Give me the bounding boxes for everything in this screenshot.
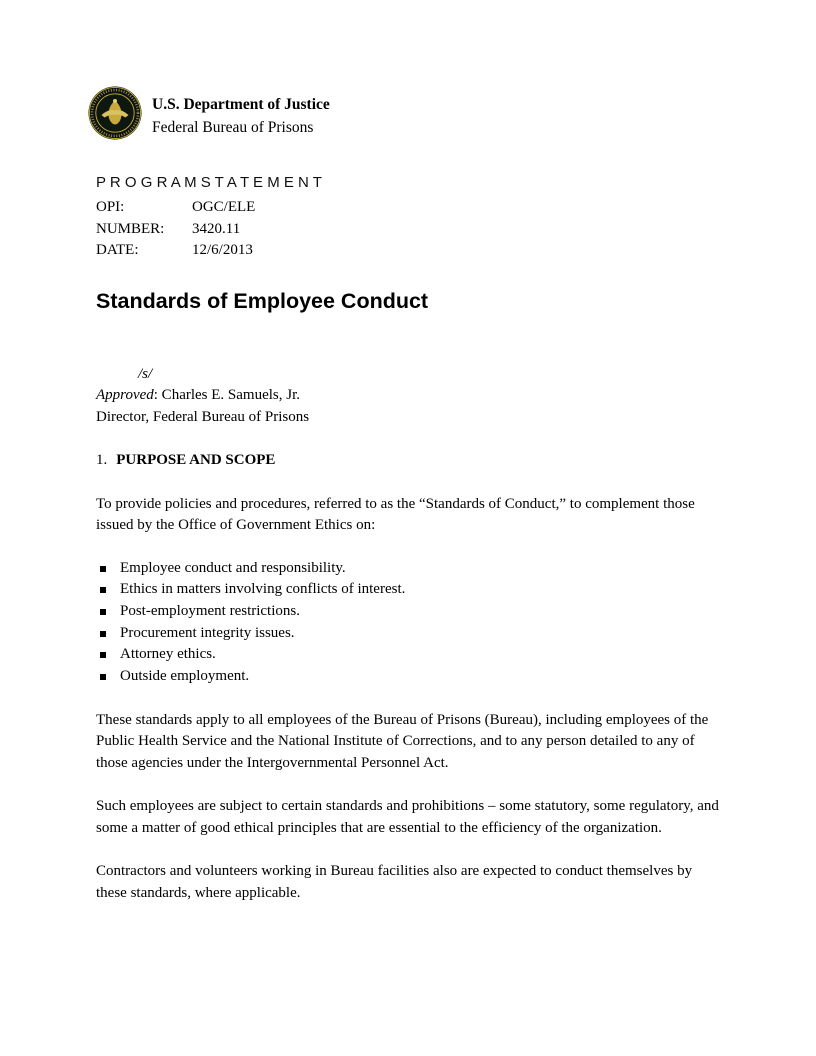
list-item: Outside employment. bbox=[96, 666, 720, 688]
approved-label: Approved bbox=[96, 387, 154, 403]
agency-block bbox=[152, 86, 330, 139]
bullet-list bbox=[96, 558, 720, 688]
field-number bbox=[96, 219, 720, 241]
agency-name: U.S. Department of Justice bbox=[152, 96, 330, 113]
paragraph-applicability: These standards apply to all employees of the Bureau of Prisons (Bureau), including employees of the Public Health Service and the National Institute of Corrections, and to any person detailed to any of those agencies under the Intergovernmental Personnel Act. bbox=[96, 711, 709, 771]
approved-line bbox=[96, 385, 720, 407]
paragraph-standards: Such employees are subject to certain standards and prohibitions – some statutory, some regulatory, and some a matter of good ethical principles that are essential to the efficiency of the organization. bbox=[96, 798, 719, 836]
list-item: Ethics in matters involving conflicts of interest. bbox=[96, 579, 720, 601]
field-opi-label: OPI: bbox=[96, 199, 125, 215]
program-statement-heading: P R O G R A M S T A T E M E N T bbox=[96, 174, 322, 191]
signature-block bbox=[96, 364, 720, 429]
approved-name: : Charles E. Samuels, Jr. bbox=[153, 387, 301, 403]
field-number-value: 3420.11 bbox=[192, 220, 241, 237]
field-date-label: DATE: bbox=[96, 242, 139, 258]
bureau-name: Federal Bureau of Prisons bbox=[152, 119, 314, 136]
section-1-heading bbox=[96, 450, 720, 472]
field-number-label: NUMBER: bbox=[96, 220, 165, 237]
doj-seal-icon bbox=[88, 86, 142, 140]
section-1-title: PURPOSE AND SCOPE bbox=[116, 452, 276, 468]
director-line: Director, Federal Bureau of Prisons bbox=[96, 408, 310, 425]
paragraph-contractors: Contractors and volunteers working in Bureau facilities also are expected to conduct themselves by these standards, where applicable. bbox=[96, 863, 693, 901]
signature-mark: /s/ bbox=[138, 365, 153, 382]
program-statement-fields bbox=[96, 197, 720, 262]
field-date bbox=[96, 240, 720, 262]
section-1-number: 1. bbox=[96, 452, 108, 468]
list-item: Employee conduct and responsibility. bbox=[96, 558, 720, 580]
field-opi-value: OGC/ELE bbox=[192, 199, 256, 215]
field-date-value: 12/6/2013 bbox=[192, 242, 253, 258]
list-item: Attorney ethics. bbox=[96, 644, 720, 666]
list-item: Post-employment restrictions. bbox=[96, 601, 720, 623]
program-statement-block bbox=[96, 173, 720, 262]
document-title: Standards of Employee Conduct bbox=[96, 288, 429, 313]
field-opi bbox=[96, 197, 720, 219]
document-header bbox=[88, 86, 720, 140]
list-item: Procurement integrity issues. bbox=[96, 623, 720, 645]
paragraph-intro: To provide policies and procedures, referred to as the “Standards of Conduct,” to complement those issued by the Office of Government Ethics on: bbox=[96, 495, 695, 533]
